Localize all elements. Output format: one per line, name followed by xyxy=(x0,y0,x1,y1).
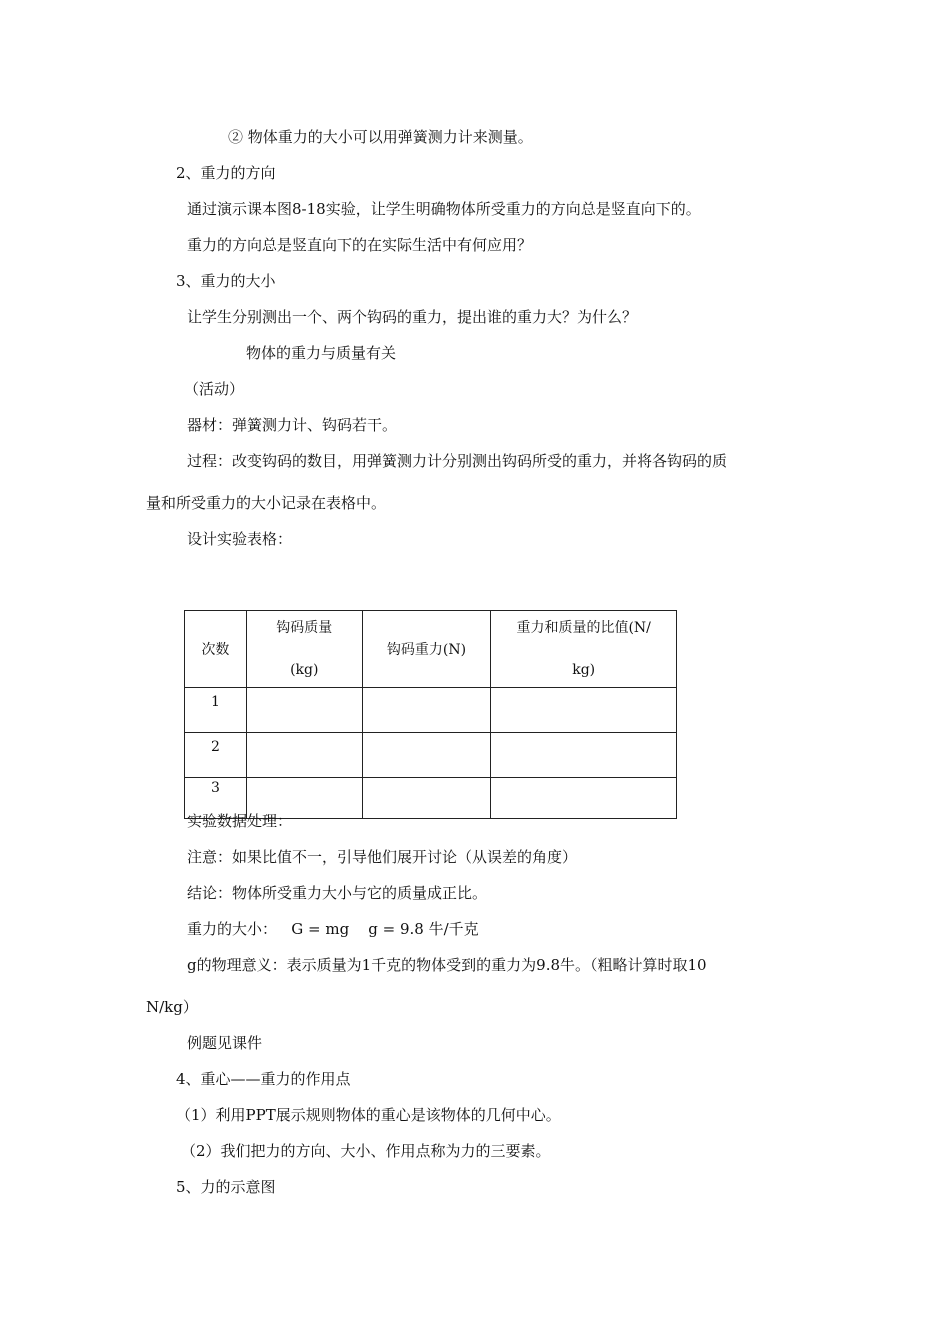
header-mass-label: 钩码质量 xyxy=(276,620,333,636)
table-cell xyxy=(491,688,677,733)
text-examples: 例题见课件 xyxy=(187,1034,263,1052)
text-note: 注意：如果比值不一，引导他们展开讨论（从误差的角度） xyxy=(187,848,578,866)
table-row xyxy=(185,733,677,778)
experiment-table xyxy=(184,610,677,819)
table-row xyxy=(185,688,677,733)
text-design-table: 设计实验表格： xyxy=(187,530,293,548)
text-measure-hooks: 让学生分别测出一个、两个钩码的重力，提出谁的重力大？为什么？ xyxy=(187,308,638,326)
text-measure-weight: ② 物体重力的大小可以用弹簧测力计来测量。 xyxy=(228,128,533,146)
heading-gravity-magnitude: 3、重力的大小 xyxy=(176,272,276,290)
text-direction-application: 重力的方向总是竖直向下的在实际生活中有何应用？ xyxy=(187,236,533,254)
heading-gravity-direction: 2、重力的方向 xyxy=(176,164,276,182)
text-gravity-mass-relation: 物体的重力与质量有关 xyxy=(246,344,397,362)
text-three-elements: （2）我们把力的方向、大小、作用点称为力的三要素。 xyxy=(181,1142,551,1160)
text-g-meaning-cont: N/kg） xyxy=(146,998,198,1016)
header-weight: 钩码重力(N) xyxy=(362,611,491,688)
text-formula: 重力的大小： G = mg g = 9.8 牛/千克 xyxy=(187,920,479,938)
header-mass xyxy=(246,611,362,688)
table-cell xyxy=(362,688,491,733)
heading-force-diagram: 5、力的示意图 xyxy=(176,1178,276,1196)
text-data-processing: 实验数据处理： xyxy=(187,812,293,830)
text-conclusion: 结论：物体所受重力大小与它的质量成正比。 xyxy=(187,884,488,902)
table-cell xyxy=(491,778,677,819)
text-procedure: 过程：改变钩码的数目，用弹簧测力计分别测出钩码所受的重力，并将各钩码的质 xyxy=(187,452,728,470)
header-ratio-label: 重力和质量的比值(N/ xyxy=(516,620,651,636)
row-number: 1 xyxy=(185,688,247,733)
row-number: 3 xyxy=(185,778,247,819)
table-cell xyxy=(362,778,491,819)
text-equipment: 器材：弹簧测力计、钩码若干。 xyxy=(187,416,398,434)
text-procedure-cont: 量和所受重力的大小记录在表格中。 xyxy=(146,494,387,512)
table-cell xyxy=(246,688,362,733)
table-cell xyxy=(491,733,677,778)
header-ratio-unit: kg) xyxy=(572,662,596,678)
table-cell xyxy=(246,733,362,778)
text-g-meaning: g的物理意义：表示质量为1千克的物体受到的重力为9.8牛。（粗略计算时取10 xyxy=(187,956,707,974)
header-mass-unit: (kg) xyxy=(290,662,319,678)
header-count: 次数 xyxy=(185,611,247,688)
table-header-row xyxy=(185,611,677,688)
row-number: 2 xyxy=(185,733,247,778)
header-ratio xyxy=(491,611,677,688)
heading-center-of-gravity: 4、重心——重力的作用点 xyxy=(176,1070,351,1088)
text-demo-experiment: 通过演示课本图8-18实验，让学生明确物体所受重力的方向总是竖直向下的。 xyxy=(187,200,701,218)
text-ppt-center: （1）利用PPT展示规则物体的重心是该物体的几何中心。 xyxy=(176,1106,561,1124)
table-cell xyxy=(362,733,491,778)
text-activity: （活动） xyxy=(184,380,245,398)
